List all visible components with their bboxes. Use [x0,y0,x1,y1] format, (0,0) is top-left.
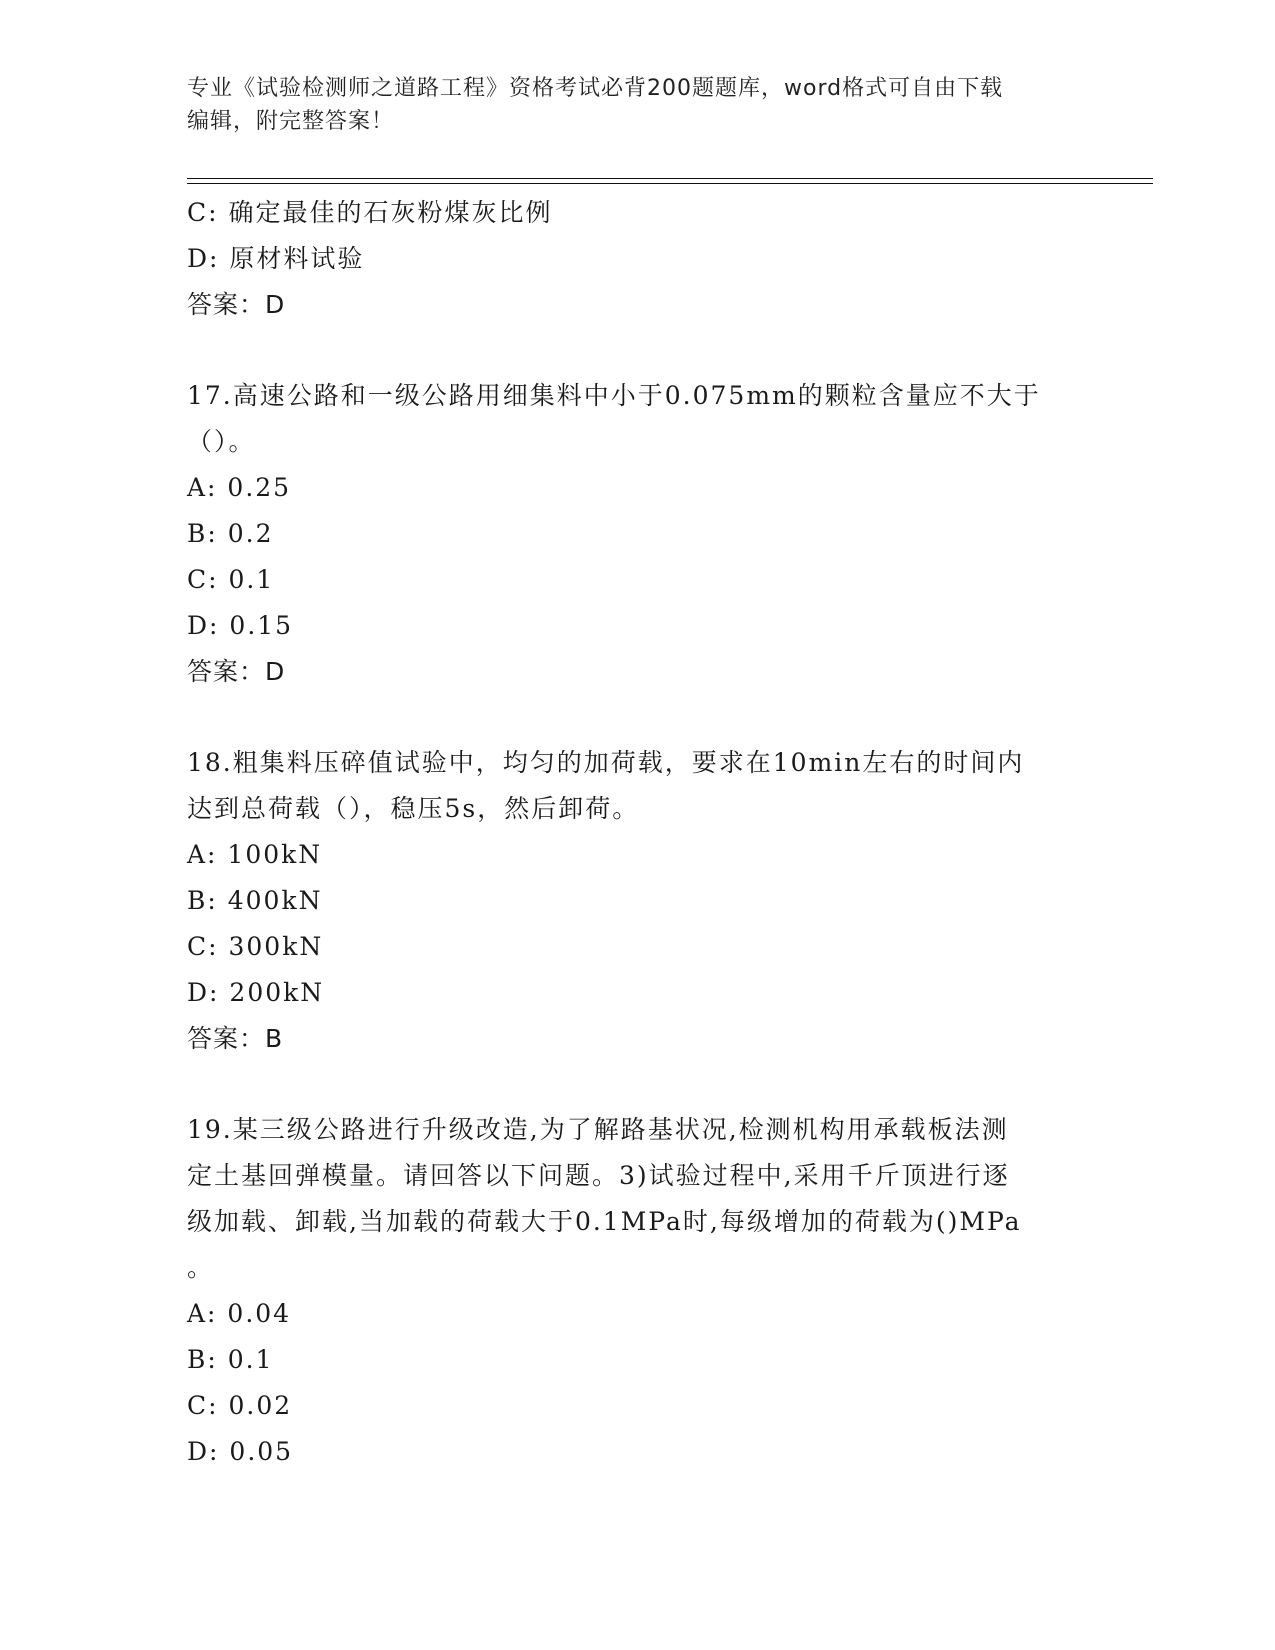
q19-option-a: A: 0.04 [187,1299,292,1328]
q17-option-d: D: 0.15 [187,611,294,640]
question-19 [187,1107,1087,1475]
question-list [187,190,1087,1475]
q16-option-c: C: 确定最佳的石灰粉煤灰比例 [187,198,553,227]
q17-option-b: B: 0.2 [187,519,274,548]
q19-stem-line-4: 。 [187,1253,215,1282]
header-rule-bottom [187,183,1153,184]
q18-option-b: B: 400kN [187,886,323,915]
question-17 [187,373,1087,695]
q18-option-d: D: 200kN [187,978,325,1007]
document-header [187,72,1087,138]
question-18 [187,740,1087,1062]
q17-option-c: C: 0.1 [187,565,275,594]
spacer [187,328,1087,373]
q19-stem-line-3: 级加载、卸载,当加载的荷载大于0.1MPa时,每级增加的荷载为()MPa [187,1207,1022,1236]
q16-answer: 答案：D [187,290,286,319]
header-line-2: 编辑，附完整答案！ [187,109,395,134]
q17-stem-line-2: （）。 [187,427,256,456]
header-line-1: 专业《试验检测师之道路工程》资格考试必背200题题库，word格式可自由下载 [187,76,1004,101]
q18-answer: 答案：B [187,1024,284,1053]
q17-option-a: A: 0.25 [187,473,292,502]
q17-stem-line-1: 17.高速公路和一级公路用细集料中小于0.075mm的颗粒含量应不大于 [187,381,1041,410]
q19-option-c: C: 0.02 [187,1391,293,1420]
spacer [187,695,1087,740]
header-rule-top [187,178,1153,179]
question-16 [187,190,1087,328]
q18-option-c: C: 300kN [187,932,324,961]
q16-option-d: D: 原材料试验 [187,244,365,273]
q19-option-b: B: 0.1 [187,1345,274,1374]
q18-option-a: A: 100kN [187,840,323,869]
q19-stem-line-1: 19.某三级公路进行升级改造,为了解路基状况,检测机构用承载板法测 [187,1115,1009,1144]
q19-option-d: D: 0.05 [187,1437,294,1466]
q17-answer: 答案：D [187,657,286,686]
q18-stem-line-2: 达到总荷载（），稳压5s，然后卸荷。 [187,794,640,823]
spacer [187,1062,1087,1107]
q18-stem-line-1: 18.粗集料压碎值试验中，均匀的加荷载，要求在10min左右的时间内 [187,748,1025,777]
q19-stem-line-2: 定土基回弹模量。请回答以下问题。3)试验过程中,采用千斤顶进行逐 [187,1161,1010,1190]
